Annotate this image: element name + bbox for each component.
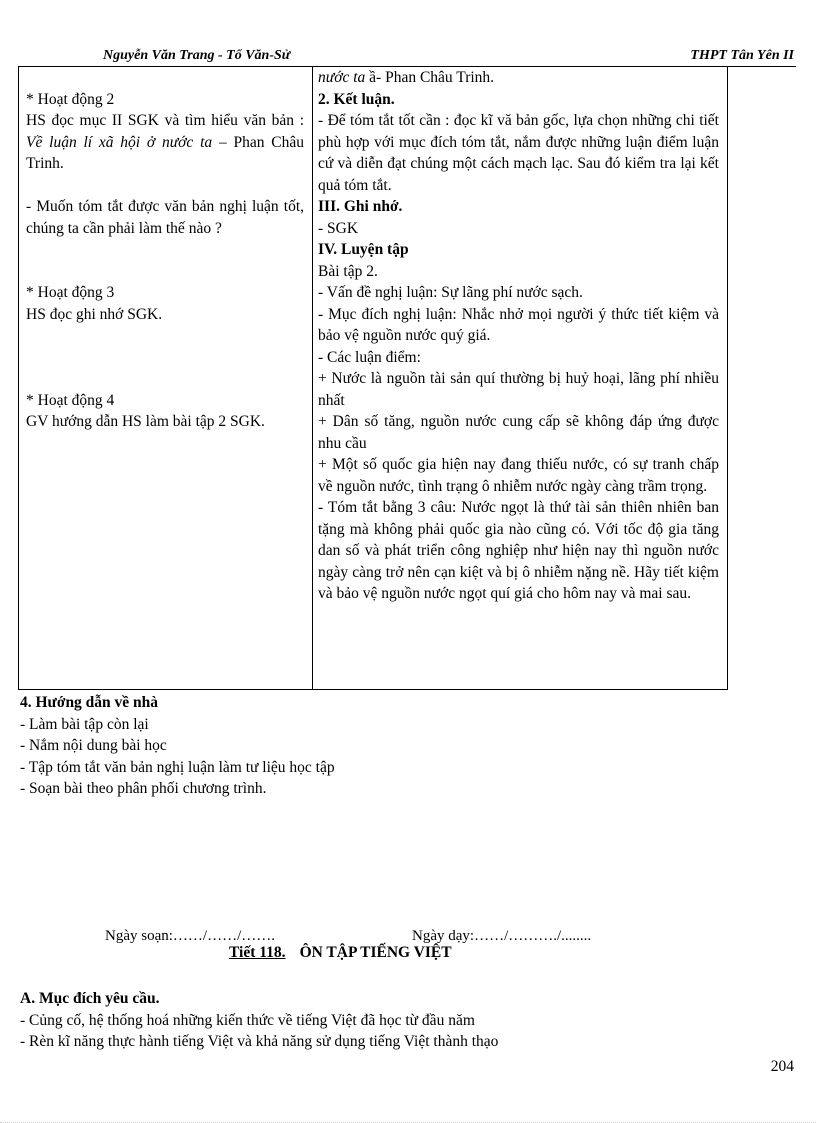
homework-heading: 4. Hướng dẫn về nhà — [20, 694, 159, 711]
header-author: Nguyễn Văn Trang - Tổ Văn-Sử — [103, 48, 291, 63]
date-prepared: Ngày soạn:……/……/……. — [105, 928, 275, 944]
teacher-activities-column — [26, 67, 304, 433]
homework-item: - Tập tóm tắt văn bản nghị luận làm tư liệu học tập — [20, 758, 335, 776]
activity-3-heading: * Hoạt động 3 — [26, 284, 115, 301]
homework-item: - Nắm nội dung bài học — [20, 737, 167, 754]
activity-2-heading: * Hoạt động 2 — [26, 90, 115, 108]
activity-4-text: GV hướng dẫn HS làm bài tập 2 SGK. — [26, 413, 265, 430]
activity-2-text: HS đọc mục II SGK và tìm hiểu văn bản : Về luận lí xã hội ở nước ta – Phan Châu Trinh. — [26, 112, 305, 172]
date-taught: Ngày dạy:……/………./........ — [412, 928, 592, 944]
conclusion-text: - Để tóm tắt tốt cần : đọc kĩ vă bản gốc, lựa chọn những chi tiết phù hợp với mục đích tóm tắt, nắm được những luận điểm luận cứ và diễn đạt chúng một cách mạch lạc. Sau đó kiểm tra lại kết quả tóm tắt. — [318, 112, 719, 194]
section-a-item: - Rèn kĩ năng thực hành tiếng Việt và khả năng sử dụng tiếng Việt thành thạo — [20, 1033, 499, 1050]
homework-section — [20, 692, 720, 800]
lesson-number: Tiết 118. — [229, 944, 286, 961]
argument-3: + Một số quốc gia hiện nay đang thiếu nước, có sự tranh chấp về nguồn nước, tình trạng ô nhiễm nước ngày càng trầm trọng. — [318, 456, 719, 495]
page-number: 204 — [770, 1058, 794, 1075]
remember-sgk: - SGK — [318, 219, 359, 237]
homework-item: - Soạn bài theo phân phối chương trình. — [20, 780, 267, 797]
lesson-table — [18, 67, 728, 690]
lesson-title-text: ÔN TẬP TIẾNG VIỆT — [299, 944, 452, 961]
argument-2: + Dân số tăng, nguồn nước cung cấp sẽ không đáp ứng được nhu cầu — [318, 413, 719, 452]
exercise-2-label: Bài tập 2. — [318, 262, 378, 280]
remember-heading: III. Ghi nhớ. — [318, 198, 403, 215]
section-a-item: - Củng cố, hệ thống hoá những kiến thức về tiếng Việt đã học từ đầu năm — [20, 1011, 475, 1029]
argument-1: + Nước là nguồn tài sản quí thường bị huỷ hoại, lãng phí nhiều nhất — [318, 370, 719, 409]
arguments-heading: - Các luận điểm: — [318, 348, 421, 366]
header-school: THPT Tân Yên II — [690, 48, 794, 63]
activity-3-text: HS đọc ghi nhớ SGK. — [26, 305, 163, 323]
purpose-text: - Mục đích nghị luận: Nhắc nhở mọi người ý thức tiết kiệm và bảo vệ nguồn nước quý giá. — [318, 305, 719, 344]
homework-item: - Làm bài tập còn lại — [20, 715, 149, 733]
continued-line: nước ta ầ- Phan Châu Trinh. — [318, 69, 495, 86]
activity-2-question: - Muốn tóm tắt được văn bản nghị luận tốt, chúng ta cần phải làm thế nào ? — [26, 198, 304, 237]
page-header — [103, 48, 794, 68]
lesson-dates — [105, 928, 592, 945]
section-a — [20, 988, 780, 1053]
summary-text: - Tóm tắt bằng 3 câu: Nước ngọt là thứ tài sản thiên nhiên ban tặng mà không phải quốc gia nào cũng có. Với tốc độ gia tăng dan số và phát triển công nghiệp như hiện nay thì nguồn nước ngày càng trở nên cạn kiệt và bị ô nhiễm nặng nề. Hãy tiết kiệm và bảo vệ nguồn nước ngọt quí giá cho hôm nay và mai sau. — [318, 499, 719, 602]
conclusion-heading: 2. Kết luận. — [318, 90, 395, 108]
content-column — [318, 67, 719, 605]
issue-text: - Vấn đề nghị luận: Sự lãng phí nước sạch. — [318, 284, 583, 301]
section-a-heading: A. Mục đích yêu cầu. — [20, 990, 160, 1007]
column-divider — [312, 67, 313, 689]
activity-4-heading: * Hoạt động 4 — [26, 391, 115, 409]
lesson-title — [229, 944, 452, 962]
practice-heading: IV. Luyện tập — [318, 241, 409, 258]
